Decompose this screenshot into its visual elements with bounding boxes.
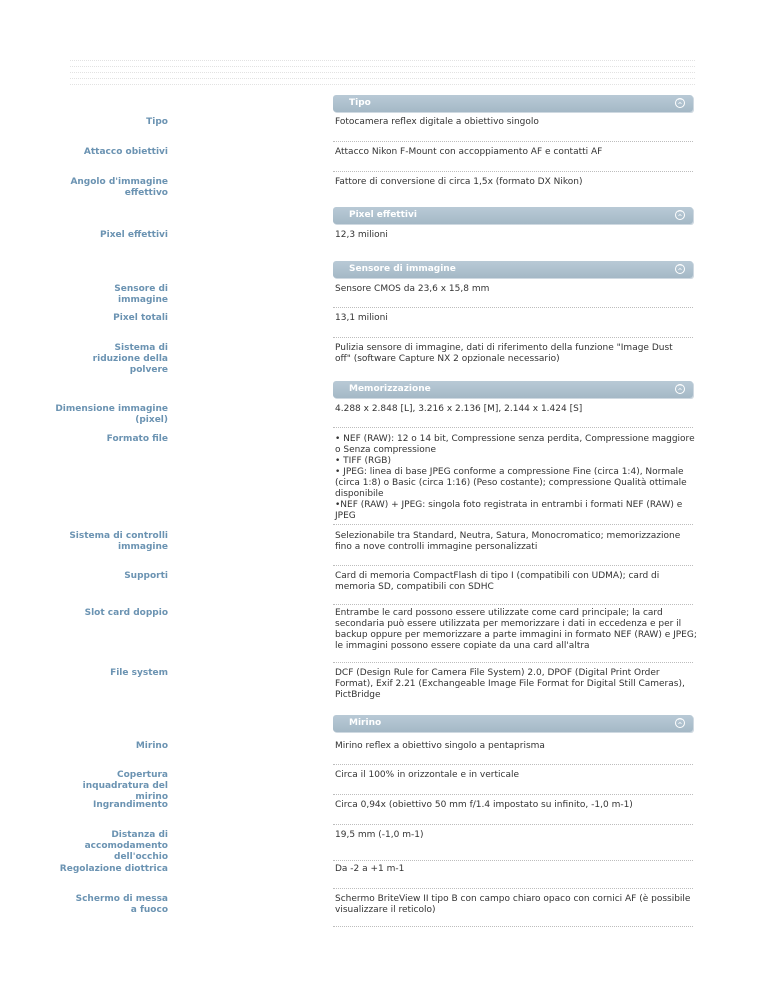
spec-label: Schermo di messa a fuoco <box>75 894 168 915</box>
spec-value: Sensore CMOS da 23,6 x 15,8 mm <box>335 284 490 294</box>
spec-label: Sistema di riduzione della polvere <box>92 343 168 375</box>
section-title: Pixel effettivi <box>349 210 417 220</box>
row-divider <box>333 141 693 142</box>
section-header-mirino[interactable] <box>333 715 693 732</box>
collapse-up-icon[interactable] <box>675 264 685 274</box>
spec-value: Fotocamera reflex digitale a obiettivo singolo <box>335 117 539 127</box>
row-divider <box>333 565 693 566</box>
spec-value: Circa il 100% in orizzontale e in verticale <box>335 770 519 780</box>
spec-label: Regolazione diottrica <box>59 864 168 874</box>
spec-value: Card di memoria CompactFlash di tipo I (compatibili con UDMA); card di memoria SD, compatibili con SDHC <box>335 571 660 592</box>
spec-label: Attacco obiettivi <box>83 147 168 157</box>
spec-label: Slot card doppio <box>84 608 168 618</box>
collapse-up-icon[interactable] <box>675 718 685 728</box>
row-divider <box>333 171 693 172</box>
spec-value: 19,5 mm (-1,0 m-1) <box>335 830 424 840</box>
spec-value: Selezionabile tra Standard, Neutra, Satura, Monocromatico; memorizzazione fino a nove controlli immagine personalizzati <box>335 531 681 552</box>
row-divider <box>333 604 693 605</box>
spec-label: Mirino <box>135 741 168 751</box>
section-header-tipo[interactable] <box>333 95 693 112</box>
spec-value: Da -2 a +1 m-1 <box>335 864 405 874</box>
spec-label: Dimensione immagine (pixel) <box>55 404 168 425</box>
spec-label: Pixel totali <box>113 313 168 323</box>
spec-label: Formato file <box>106 434 168 444</box>
section-title: Memorizzazione <box>349 384 431 394</box>
spec-label: Sensore di immagine <box>114 284 168 305</box>
spec-value: 4.288 x 2.848 [L], 3.216 x 2.136 [M], 2.144 x 1.424 [S] <box>335 404 583 414</box>
row-divider <box>333 662 693 663</box>
section-header-memorizzazione[interactable] <box>333 381 693 398</box>
row-divider <box>333 824 693 825</box>
spec-value: Entrambe le card possono essere utilizzate come card principale; la card secondaria può essere utilizzata per memorizzare i dati in eccedenza e per il backup oppure per memorizzare a parte immagini in formato NEF (RAW) e JPEG; le immagini possono essere copiate da una card all'altra <box>335 608 697 651</box>
spec-label: Sistema di controlli immagine <box>69 531 168 552</box>
row-divider <box>333 524 693 525</box>
row-divider <box>333 888 693 889</box>
spec-value: Fattore di conversione di circa 1,5x (formato DX Nikon) <box>335 177 583 187</box>
collapse-up-icon[interactable] <box>675 210 685 220</box>
spec-label: Angolo d'immagine effettivo <box>70 177 168 198</box>
spec-value: Circa 0,94x (obiettivo 50 mm f/1.4 impostato su infinito, -1,0 m-1) <box>335 800 633 810</box>
spec-value: Mirino reflex a obiettivo singolo a pentaprisma <box>335 741 545 751</box>
section-header-pixel-effettivi[interactable] <box>333 207 693 224</box>
row-divider <box>333 764 693 765</box>
spec-value: 12,3 milioni <box>335 230 388 240</box>
section-title: Sensore di immagine <box>349 264 456 274</box>
spec-label: Copertura inquadratura del mirino <box>82 770 168 802</box>
row-divider <box>333 307 693 308</box>
spec-value: DCF (Design Rule for Camera File System) 2.0, DPOF (Digital Print Order Format), Exif 2.21 (Exchangeable Image File Format for Digital Still Cameras), PictBridge <box>335 668 685 700</box>
row-divider <box>333 337 693 338</box>
top-decorative-rules <box>70 60 695 90</box>
spec-label: Supporti <box>124 571 168 581</box>
row-divider <box>333 926 693 927</box>
collapse-up-icon[interactable] <box>675 98 685 108</box>
spec-label: File system <box>110 668 168 678</box>
spec-label: Tipo <box>146 117 168 127</box>
collapse-up-icon[interactable] <box>675 384 685 394</box>
spec-label: Ingrandimento <box>92 800 168 810</box>
spec-label: Pixel effettivi <box>100 230 168 240</box>
spec-value: 13,1 milioni <box>335 313 388 323</box>
row-divider <box>333 427 693 428</box>
spec-value: • NEF (RAW): 12 o 14 bit, Compressione senza perdita, Compressione maggiore o Senza compressione • TIFF (RGB) • JPEG: linea di base JPEG conforme a compressione Fine (circa 1:4), Normale (circa 1:8) o Basic (circa 1:16) (Peso costante); compressione Qualità ottimale disponibile •NEF (RAW) + JPEG: singola foto registrata in entrambi i formati NEF (RAW) e JPEG <box>335 434 695 521</box>
spec-value: Pulizia sensore di immagine, dati di riferimento della funzione "Image Dust off" (software Capture NX 2 opzionale necessario) <box>335 343 673 364</box>
section-title: Tipo <box>349 98 371 108</box>
spec-value: Schermo BriteView II tipo B con campo chiaro opaco con cornici AF (è possibile visualizzare il reticolo) <box>335 894 691 915</box>
row-divider <box>333 794 693 795</box>
section-title: Mirino <box>349 718 382 728</box>
section-header-sensore[interactable] <box>333 261 693 278</box>
spec-label: Distanza di accomodamento dell'occhio <box>84 830 168 862</box>
row-divider <box>333 860 693 861</box>
spec-value: Attacco Nikon F-Mount con accoppiamento AF e contatti AF <box>335 147 603 157</box>
